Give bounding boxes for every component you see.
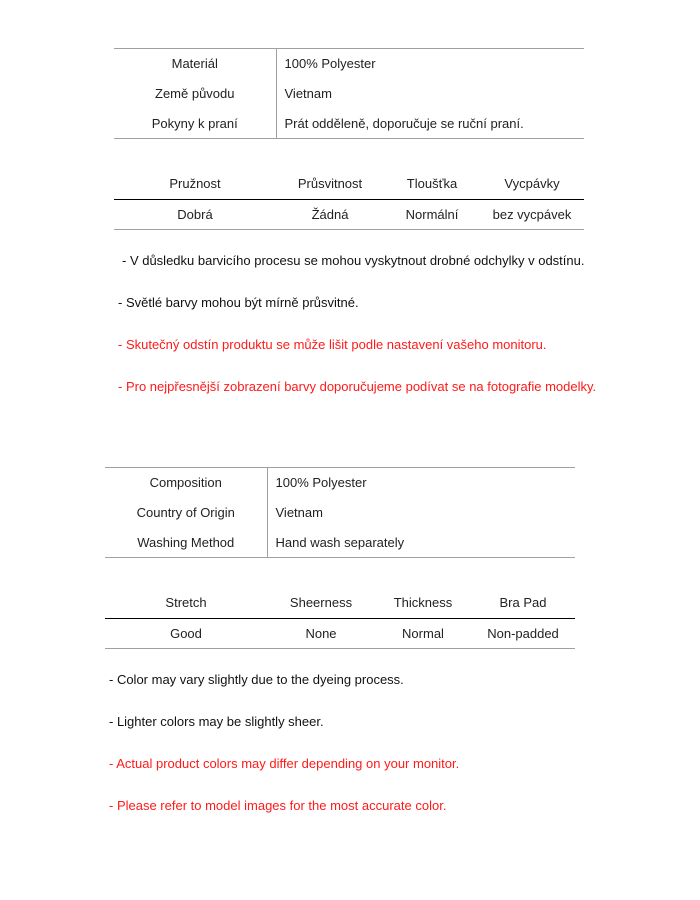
info-value: 100% Polyester [284,56,376,72]
spec-value: bez vycpávek [492,206,572,222]
spec-header: Thickness [393,595,453,611]
spec-header: Bra Pad [499,595,547,611]
spec-value: Dobrá [177,206,213,222]
spec-value: Normální [405,206,459,222]
english-product-info-section [105,467,575,649]
info-value: Vietnam [284,86,332,101]
english-spec-table [105,588,575,649]
note-item-warning: - Please refer to model images for the most accurate color. [109,798,447,813]
spec-value: Žádná [311,206,349,222]
czech-product-info-section [114,48,584,230]
spec-value-row [114,199,584,229]
note-item-warning: - Pro nejpřesnější zobrazení barvy doporučujeme podívat se na fotografie modelky. [118,379,597,394]
table-row [105,498,575,528]
spec-value-row [105,618,575,648]
info-value: 100% Polyester [275,475,367,491]
info-label: Pokyny k praní [114,109,276,139]
info-value: Prát odděleně, doporučuje se ruční praní. [284,115,524,131]
spec-value: Good [170,625,202,641]
note-item: - Světlé barvy mohou být mírně průsvitné. [118,295,359,310]
info-value: Vietnam [275,505,323,520]
table-row [114,49,584,79]
info-value: Hand wash separately [275,534,405,550]
note-item: - V důsledku barvicího procesu se mohou vyskytnout drobné odchylky v odstínu. [122,253,585,268]
note-item: - Color may vary slightly due to the dyeing process. [109,672,404,687]
info-label: Washing Method [105,528,267,558]
note-item: - Lighter colors may be slightly sheer. [109,714,324,729]
info-label: Materiál [114,49,276,79]
spec-value: Non-padded [487,625,559,641]
czech-info-table [114,48,584,139]
spec-header: Pružnost [169,176,221,192]
note-item-warning: - Actual product colors may differ depending on your monitor. [109,756,460,771]
czech-spec-table [114,169,584,230]
spec-header: Vycpávky [504,176,560,192]
spec-value: Normal [402,625,444,641]
spec-header: Průsvitnost [297,176,363,192]
info-label: Composition [105,468,267,498]
spec-header: Tloušťka [406,176,458,192]
spec-value: None [305,625,337,641]
table-row [114,79,584,109]
spec-header-row [105,588,575,618]
info-label: Země původu [114,79,276,109]
table-row [114,109,584,139]
table-row [105,468,575,498]
info-label: Country of Origin [105,498,267,528]
spec-header: Sheerness [289,595,353,611]
spec-header: Stretch [165,595,207,611]
spec-header-row [114,169,584,199]
note-item-warning: - Skutečný odstín produktu se může lišit podle nastavení vašeho monitoru. [118,337,547,352]
english-notes [109,671,459,839]
table-row [105,528,575,558]
english-info-table [105,467,575,558]
czech-notes [118,252,596,420]
